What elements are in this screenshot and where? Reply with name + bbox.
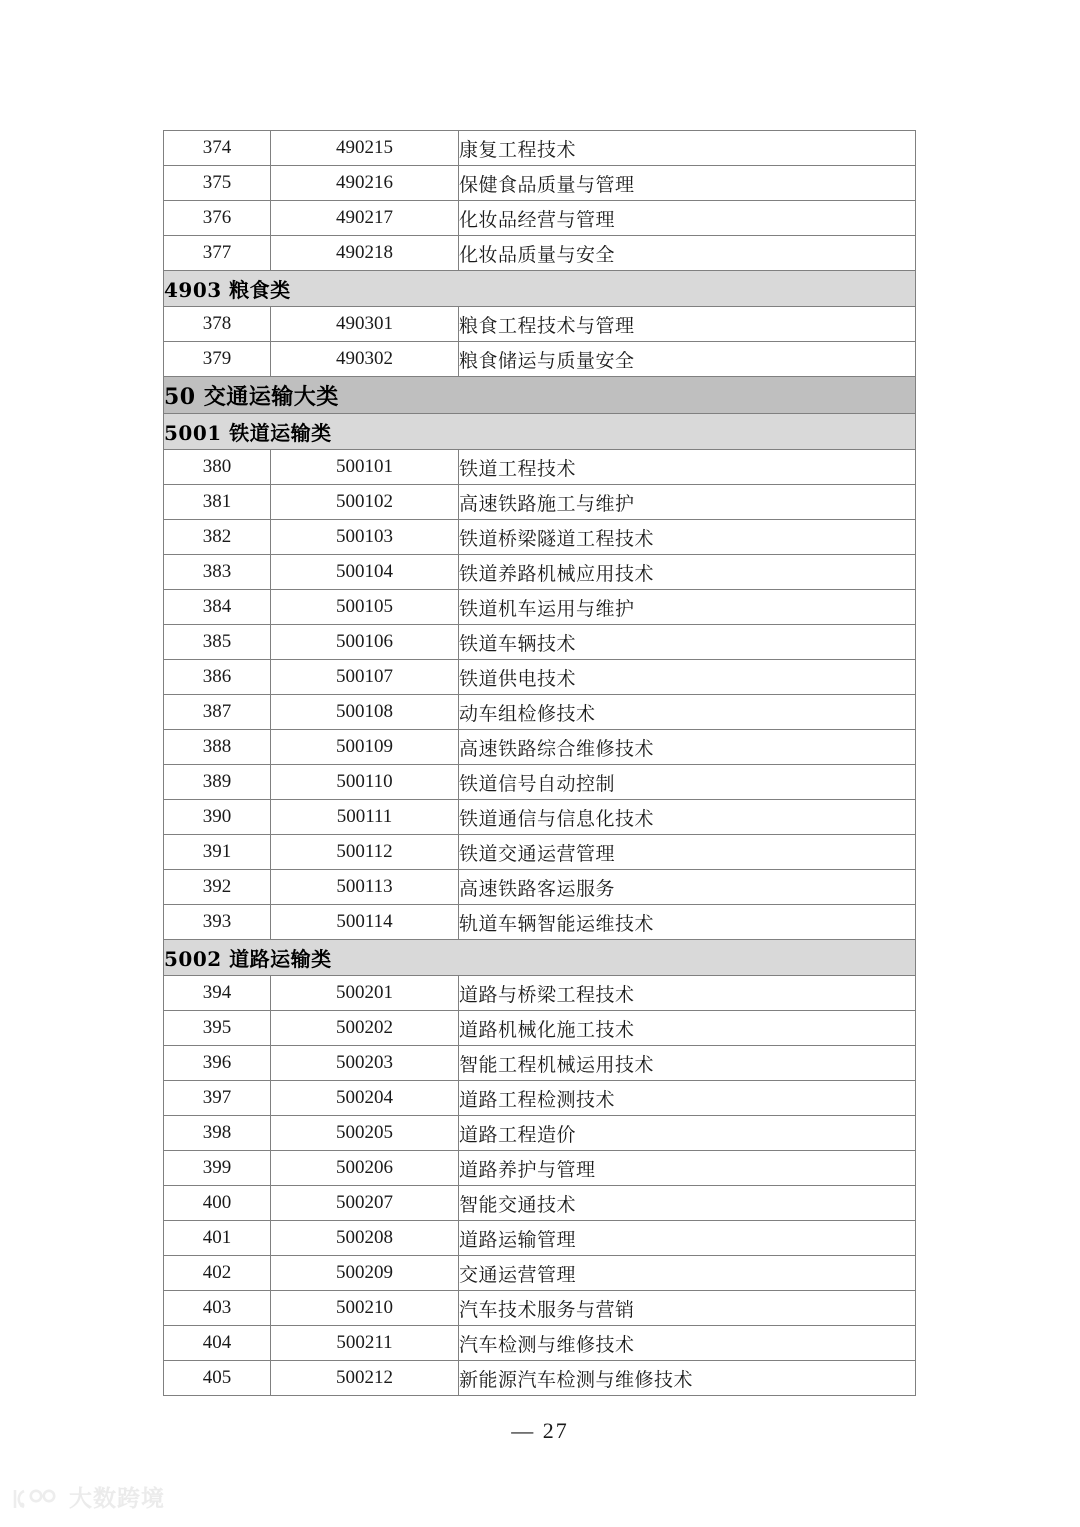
cell-specialty-code: 490302	[271, 342, 459, 377]
cell-specialty-code: 500108	[271, 695, 459, 730]
cell-specialty-name: 智能交通技术	[459, 1186, 916, 1221]
cell-specialty-name: 高速铁路客运服务	[459, 870, 916, 905]
cell-index: 400	[164, 1186, 271, 1221]
cell-index: 396	[164, 1046, 271, 1081]
cell-index: 375	[164, 166, 271, 201]
cell-specialty-code: 500202	[271, 1011, 459, 1046]
cell-index: 398	[164, 1116, 271, 1151]
table-row-category-sub	[164, 940, 916, 976]
cell-index: 377	[164, 236, 271, 271]
cell-specialty-name: 道路养护与管理	[459, 1151, 916, 1186]
cell-specialty-name: 铁道养路机械应用技术	[459, 555, 916, 590]
cell-index: 399	[164, 1151, 271, 1186]
category-label: 5002 道路运输类	[164, 940, 916, 976]
cell-specialty-name: 道路运输管理	[459, 1221, 916, 1256]
cell-specialty-code: 500114	[271, 905, 459, 940]
cell-index: 402	[164, 1256, 271, 1291]
cell-specialty-code: 500113	[271, 870, 459, 905]
category-label: 4903 粮食类	[164, 271, 916, 307]
cell-specialty-code: 500207	[271, 1186, 459, 1221]
brand-logo-icon	[10, 1485, 62, 1513]
cell-specialty-code: 490301	[271, 307, 459, 342]
page-number: — 27	[511, 1418, 569, 1443]
cell-specialty-name: 新能源汽车检测与维修技术	[459, 1361, 916, 1396]
table-row	[164, 1046, 916, 1081]
cell-index: 381	[164, 485, 271, 520]
cell-specialty-code: 490216	[271, 166, 459, 201]
cell-index: 382	[164, 520, 271, 555]
cell-specialty-name: 粮食储运与质量安全	[459, 342, 916, 377]
cell-specialty-code: 500106	[271, 625, 459, 660]
cell-specialty-code: 500107	[271, 660, 459, 695]
cell-specialty-code: 500102	[271, 485, 459, 520]
table-row	[164, 835, 916, 870]
cell-specialty-code: 500105	[271, 590, 459, 625]
cell-specialty-code: 490217	[271, 201, 459, 236]
cell-index: 385	[164, 625, 271, 660]
table-row	[164, 1326, 916, 1361]
cell-index: 384	[164, 590, 271, 625]
specialty-catalog-table-wrapper	[163, 130, 915, 1396]
cell-index: 386	[164, 660, 271, 695]
cell-index: 394	[164, 976, 271, 1011]
cell-specialty-name: 铁道车辆技术	[459, 625, 916, 660]
cell-specialty-name: 化妆品经营与管理	[459, 201, 916, 236]
cell-specialty-code: 500204	[271, 1081, 459, 1116]
cell-specialty-code: 500101	[271, 450, 459, 485]
cell-specialty-name: 铁道供电技术	[459, 660, 916, 695]
table-row-category-sub	[164, 414, 916, 450]
table-row	[164, 166, 916, 201]
cell-specialty-code: 500112	[271, 835, 459, 870]
table-row	[164, 1081, 916, 1116]
table-row	[164, 1361, 916, 1396]
cell-specialty-code: 500211	[271, 1326, 459, 1361]
table-row	[164, 1186, 916, 1221]
cell-specialty-name: 智能工程机械运用技术	[459, 1046, 916, 1081]
cell-specialty-name: 高速铁路综合维修技术	[459, 730, 916, 765]
table-row	[164, 730, 916, 765]
cell-specialty-code: 500201	[271, 976, 459, 1011]
cell-specialty-name: 铁道桥梁隧道工程技术	[459, 520, 916, 555]
cell-specialty-name: 康复工程技术	[459, 131, 916, 166]
cell-specialty-code: 500103	[271, 520, 459, 555]
cell-specialty-name: 汽车检测与维修技术	[459, 1326, 916, 1361]
table-row	[164, 236, 916, 271]
cell-index: 403	[164, 1291, 271, 1326]
table-row	[164, 1011, 916, 1046]
table-row	[164, 1116, 916, 1151]
table-row	[164, 450, 916, 485]
cell-index: 390	[164, 800, 271, 835]
cell-index: 397	[164, 1081, 271, 1116]
cell-specialty-code: 500212	[271, 1361, 459, 1396]
cell-index: 374	[164, 131, 271, 166]
table-row	[164, 660, 916, 695]
cell-index: 376	[164, 201, 271, 236]
table-row	[164, 201, 916, 236]
cell-specialty-code: 490218	[271, 236, 459, 271]
cell-specialty-code: 500208	[271, 1221, 459, 1256]
table-row-category-sub	[164, 271, 916, 307]
cell-index: 383	[164, 555, 271, 590]
cell-specialty-name: 动车组检修技术	[459, 695, 916, 730]
cell-index: 393	[164, 905, 271, 940]
cell-specialty-code: 500210	[271, 1291, 459, 1326]
cell-index: 391	[164, 835, 271, 870]
cell-specialty-code: 500104	[271, 555, 459, 590]
watermark-text: 大数跨境	[69, 1485, 165, 1512]
cell-specialty-name: 铁道交通运营管理	[459, 835, 916, 870]
cell-specialty-code: 500111	[271, 800, 459, 835]
cell-specialty-name: 铁道信号自动控制	[459, 765, 916, 800]
cell-specialty-name: 铁道机车运用与维护	[459, 590, 916, 625]
watermark	[10, 1485, 165, 1513]
cell-index: 401	[164, 1221, 271, 1256]
cell-index: 405	[164, 1361, 271, 1396]
cell-index: 392	[164, 870, 271, 905]
cell-index: 378	[164, 307, 271, 342]
table-row	[164, 905, 916, 940]
cell-specialty-code: 500110	[271, 765, 459, 800]
specialty-catalog-table	[163, 130, 916, 1396]
cell-index: 387	[164, 695, 271, 730]
cell-specialty-name: 道路机械化施工技术	[459, 1011, 916, 1046]
table-row	[164, 131, 916, 166]
category-label: 5001 铁道运输类	[164, 414, 916, 450]
cell-specialty-name: 汽车技术服务与营销	[459, 1291, 916, 1326]
cell-specialty-code: 500205	[271, 1116, 459, 1151]
category-label: 50 交通运输大类	[164, 377, 916, 414]
cell-specialty-code: 490215	[271, 131, 459, 166]
cell-index: 404	[164, 1326, 271, 1361]
table-row	[164, 1291, 916, 1326]
cell-specialty-name: 交通运营管理	[459, 1256, 916, 1291]
cell-index: 379	[164, 342, 271, 377]
table-row	[164, 342, 916, 377]
cell-index: 389	[164, 765, 271, 800]
cell-specialty-name: 道路工程造价	[459, 1116, 916, 1151]
cell-specialty-name: 粮食工程技术与管理	[459, 307, 916, 342]
table-row	[164, 976, 916, 1011]
table-row	[164, 1151, 916, 1186]
cell-specialty-name: 道路与桥梁工程技术	[459, 976, 916, 1011]
cell-index: 388	[164, 730, 271, 765]
cell-specialty-name: 铁道通信与信息化技术	[459, 800, 916, 835]
cell-specialty-name: 高速铁路施工与维护	[459, 485, 916, 520]
cell-specialty-code: 500206	[271, 1151, 459, 1186]
cell-specialty-name: 铁道工程技术	[459, 450, 916, 485]
cell-specialty-code: 500209	[271, 1256, 459, 1291]
table-row	[164, 695, 916, 730]
table-row	[164, 485, 916, 520]
table-row	[164, 1221, 916, 1256]
cell-specialty-name: 化妆品质量与安全	[459, 236, 916, 271]
table-row	[164, 800, 916, 835]
cell-specialty-code: 500203	[271, 1046, 459, 1081]
cell-specialty-name: 保健食品质量与管理	[459, 166, 916, 201]
cell-specialty-name: 轨道车辆智能运维技术	[459, 905, 916, 940]
cell-index: 380	[164, 450, 271, 485]
table-row	[164, 555, 916, 590]
cell-specialty-name: 道路工程检测技术	[459, 1081, 916, 1116]
table-row	[164, 1256, 916, 1291]
table-row-category-major	[164, 377, 916, 414]
table-row	[164, 520, 916, 555]
table-row	[164, 625, 916, 660]
table-body	[164, 131, 916, 1396]
table-row	[164, 765, 916, 800]
table-row	[164, 307, 916, 342]
table-row	[164, 590, 916, 625]
cell-specialty-code: 500109	[271, 730, 459, 765]
cell-index: 395	[164, 1011, 271, 1046]
table-row	[164, 870, 916, 905]
